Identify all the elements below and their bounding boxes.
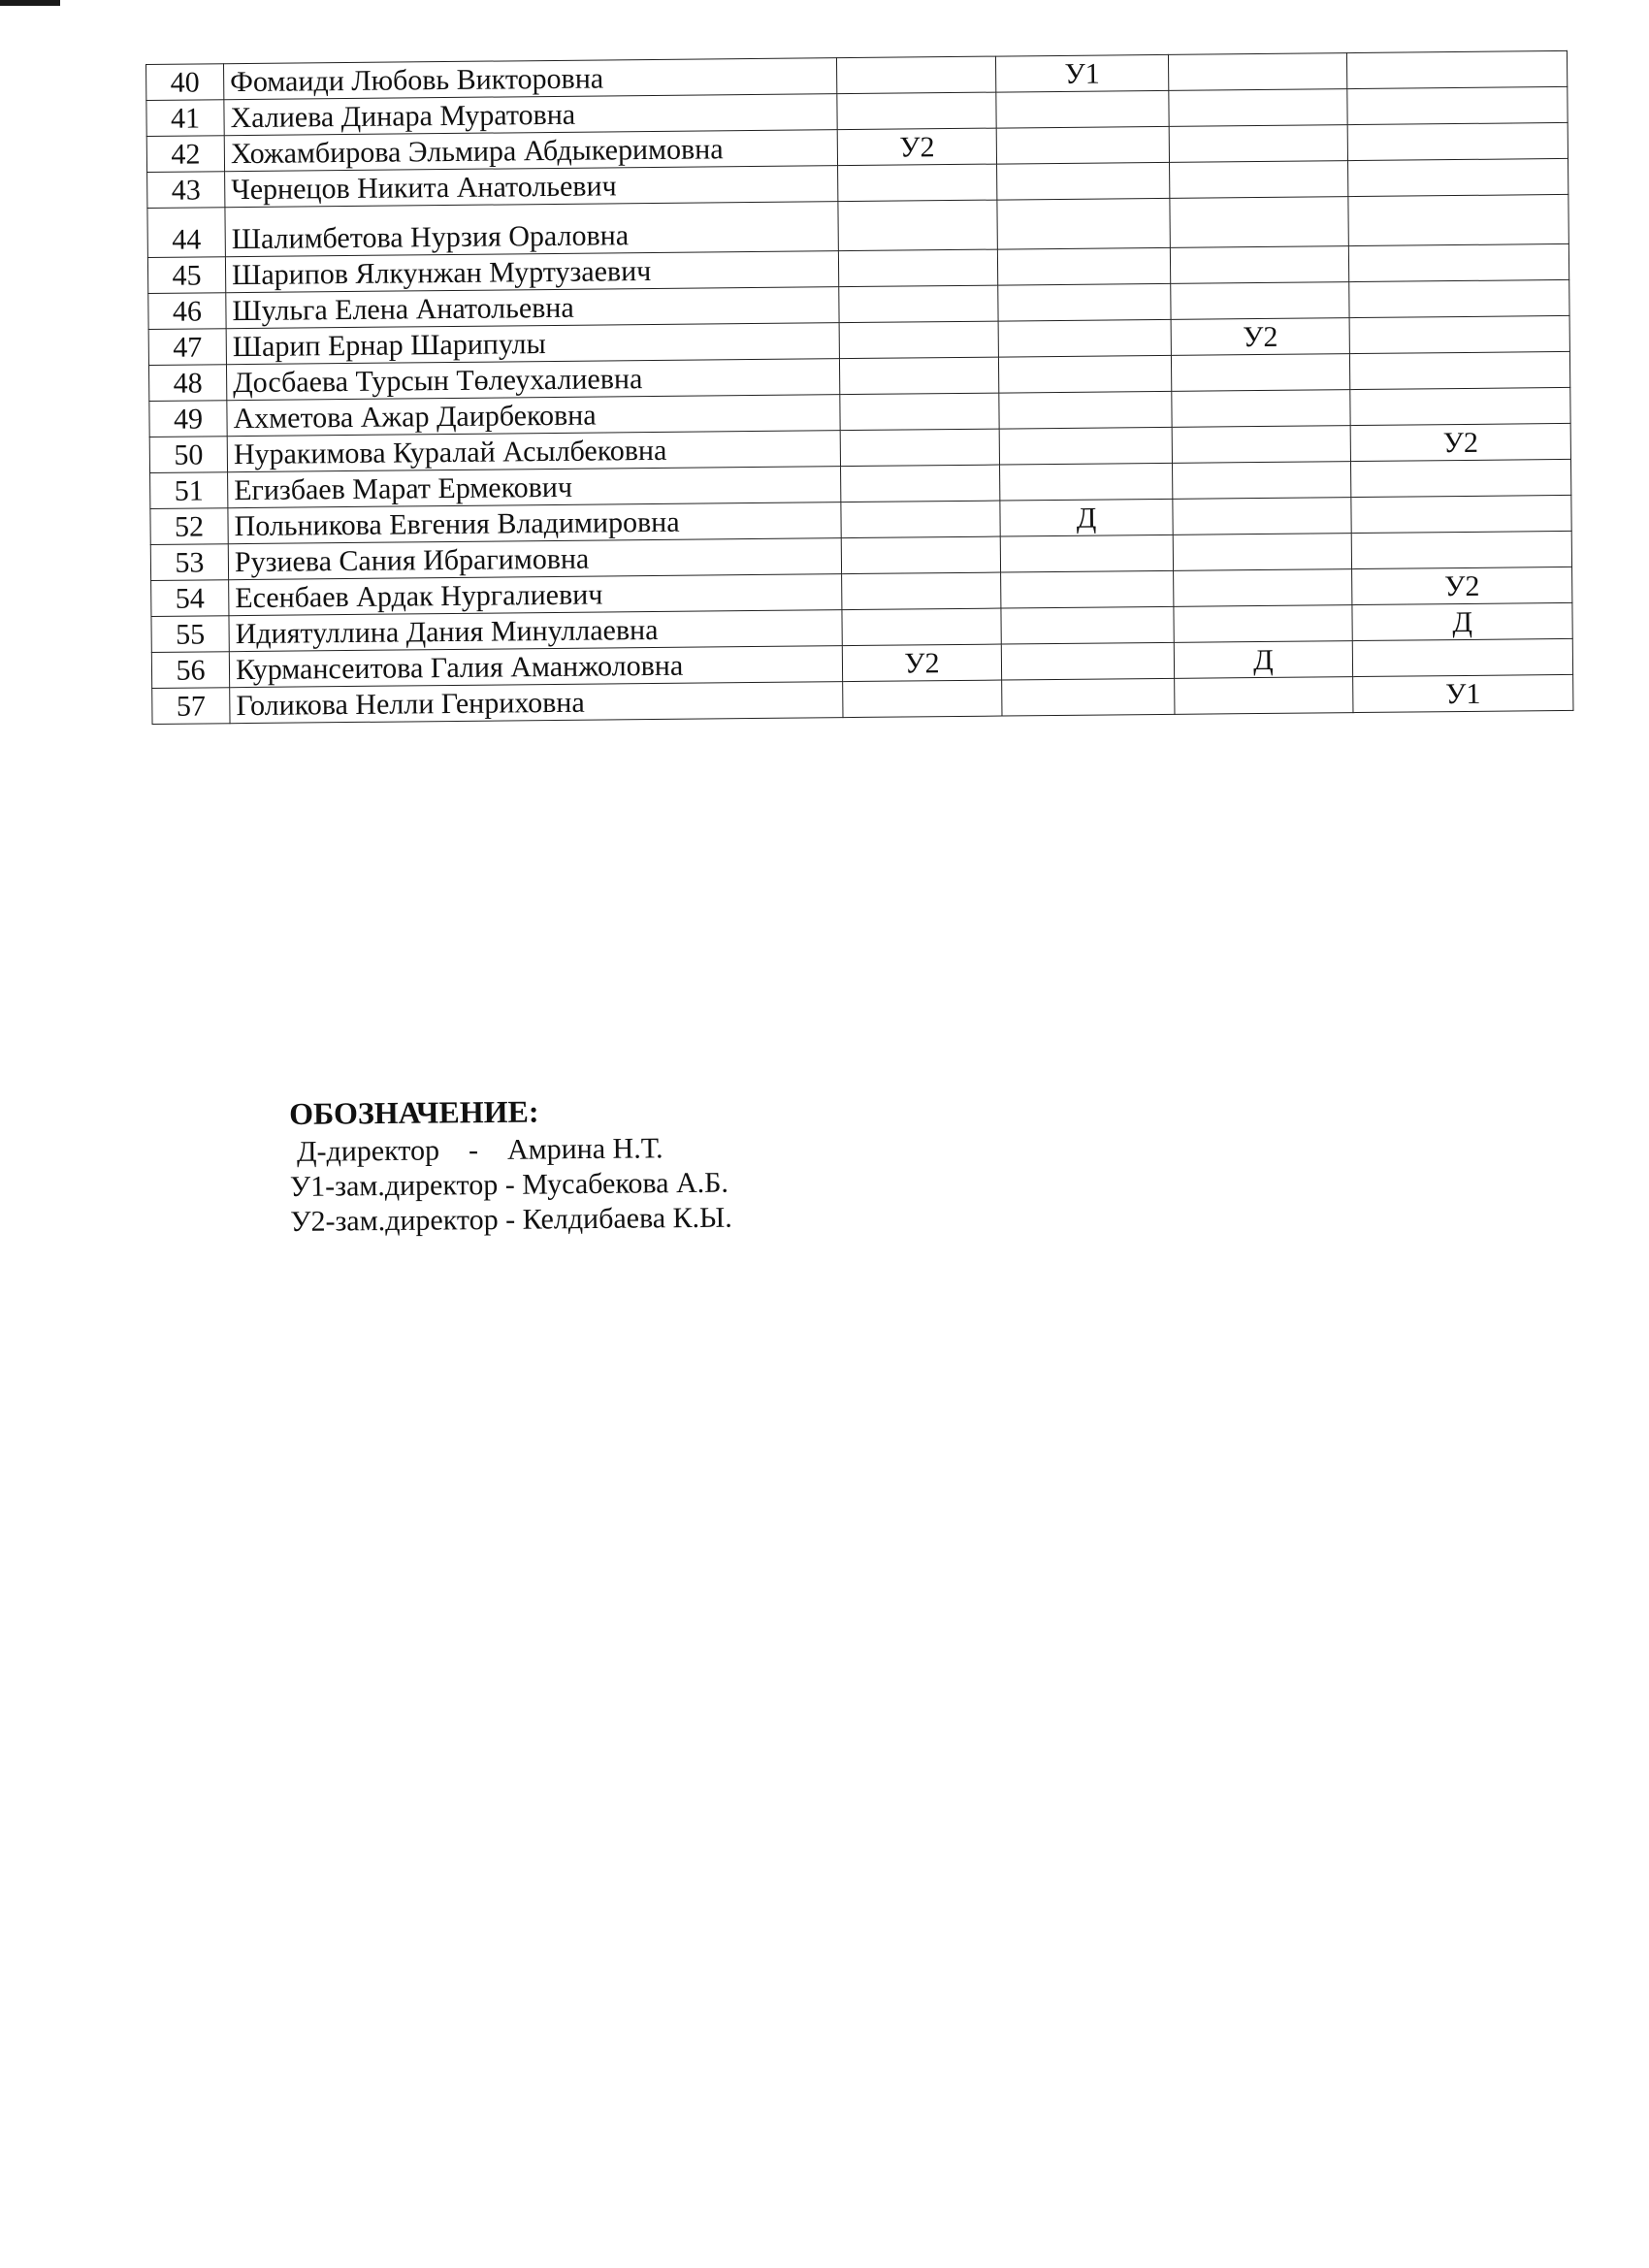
mark-cell-4 bbox=[1348, 158, 1568, 196]
mark-cell-1 bbox=[842, 572, 1001, 610]
mark-cell-2 bbox=[997, 162, 1170, 200]
mark-cell-4 bbox=[1346, 50, 1567, 88]
mark-cell-3 bbox=[1170, 246, 1348, 284]
employee-name: Халиева Динара Муратовна bbox=[224, 94, 837, 136]
mark-cell-4 bbox=[1347, 122, 1568, 160]
mark-cell-1 bbox=[838, 200, 997, 251]
mark-cell-1 bbox=[841, 465, 1000, 502]
mark-cell-1 bbox=[843, 680, 1002, 718]
mark-cell-3 bbox=[1172, 462, 1350, 500]
mark-cell-1 bbox=[837, 92, 996, 130]
employee-name: Идиятуллина Дания Минуллаевна bbox=[229, 610, 842, 652]
mark-cell-1 bbox=[839, 321, 998, 359]
mark-cell-2 bbox=[1001, 642, 1174, 680]
row-number: 56 bbox=[151, 652, 229, 689]
mark-cell-4: У1 bbox=[1353, 674, 1573, 712]
mark-cell-3: Д bbox=[1174, 641, 1352, 679]
mark-cell-2 bbox=[1002, 678, 1175, 716]
legend-line-director: Д-директор - Амрина Н.Т. bbox=[289, 1132, 663, 1168]
mark-cell-3 bbox=[1171, 354, 1349, 392]
mark-cell-3 bbox=[1173, 534, 1351, 571]
mark-cell-3 bbox=[1168, 53, 1346, 91]
row-number: 44 bbox=[147, 208, 225, 258]
mark-cell-3 bbox=[1172, 426, 1350, 464]
mark-cell-1 bbox=[840, 429, 999, 467]
row-number: 43 bbox=[147, 172, 225, 209]
mark-cell-1 bbox=[839, 357, 998, 395]
roster-sheet bbox=[146, 50, 1572, 725]
mark-cell-1 bbox=[842, 608, 1001, 646]
legend-title: ОБОЗНАЧЕНИЕ: bbox=[289, 1093, 539, 1131]
legend-block bbox=[289, 1092, 732, 1240]
mark-cell-4 bbox=[1350, 387, 1570, 425]
mark-cell-1 bbox=[840, 393, 999, 431]
mark-cell-2 bbox=[1000, 463, 1173, 501]
mark-cell-3 bbox=[1172, 390, 1350, 428]
row-number: 54 bbox=[151, 580, 229, 617]
employee-name: Рузиева Сания Ибрагимовна bbox=[228, 538, 841, 580]
employee-name: Шарип Ернар Шарипулы bbox=[226, 323, 839, 365]
scan-edge-mark bbox=[0, 0, 60, 6]
mark-cell-3 bbox=[1174, 605, 1352, 643]
employee-name: Есенбаев Ардак Нургалиевич bbox=[229, 574, 842, 616]
employee-name: Фомаиди Любовь Викторовна bbox=[224, 58, 837, 100]
row-number: 46 bbox=[148, 293, 226, 330]
row-number: 40 bbox=[146, 64, 224, 101]
mark-cell-4 bbox=[1352, 638, 1572, 676]
employee-name: Досбаева Турсын Төлеухалиевна bbox=[226, 359, 839, 401]
mark-cell-3 bbox=[1169, 125, 1347, 163]
mark-cell-3 bbox=[1170, 161, 1348, 199]
row-number: 42 bbox=[146, 136, 224, 173]
mark-cell-4 bbox=[1347, 86, 1568, 124]
row-number: 47 bbox=[148, 329, 226, 366]
mark-cell-3 bbox=[1174, 569, 1352, 607]
mark-cell-4 bbox=[1349, 315, 1569, 353]
mark-cell-2: Д bbox=[1000, 499, 1173, 536]
mark-cell-4 bbox=[1351, 495, 1571, 533]
mark-cell-1: У2 bbox=[842, 644, 1001, 682]
mark-cell-1 bbox=[841, 536, 1000, 574]
mark-cell-2 bbox=[996, 126, 1169, 164]
legend-line-deputy-2: У2-зам.директор - Келдибаева К.Ы. bbox=[290, 1201, 732, 1238]
row-number: 55 bbox=[151, 616, 229, 653]
mark-cell-1: У2 bbox=[837, 128, 996, 166]
legend-line-deputy-1: У1-зам.директор - Мусабекова А.Б. bbox=[289, 1166, 729, 1203]
employee-name: Шарипов Ялкунжан Муртузаевич bbox=[225, 251, 838, 293]
mark-cell-3 bbox=[1169, 89, 1347, 127]
row-number: 50 bbox=[149, 437, 227, 473]
mark-cell-2 bbox=[997, 247, 1170, 285]
row-number: 45 bbox=[147, 257, 225, 294]
mark-cell-4 bbox=[1348, 194, 1568, 245]
employee-name: Нуракимова Куралай Асылбековна bbox=[227, 431, 840, 472]
employee-name: Польникова Евгения Владимировна bbox=[228, 502, 841, 544]
row-number: 57 bbox=[152, 688, 230, 725]
mark-cell-3: У2 bbox=[1171, 318, 1349, 356]
row-number: 53 bbox=[150, 544, 228, 581]
mark-cell-4 bbox=[1348, 243, 1568, 281]
roster-table-body bbox=[146, 50, 1573, 724]
row-number: 51 bbox=[150, 472, 228, 509]
employee-name: Шульга Елена Анатольевна bbox=[226, 287, 839, 329]
mark-cell-2 bbox=[1000, 535, 1173, 572]
mark-cell-2: У1 bbox=[995, 54, 1168, 92]
mark-cell-4 bbox=[1349, 279, 1569, 317]
employee-name: Ахметова Ажар Даирбековна bbox=[227, 395, 840, 437]
row-number: 49 bbox=[149, 401, 227, 437]
mark-cell-1 bbox=[836, 56, 995, 94]
employee-name: Шалимбетова Нурзия Ораловна bbox=[225, 202, 838, 257]
mark-cell-1 bbox=[838, 249, 997, 287]
mark-cell-1 bbox=[838, 164, 997, 202]
mark-cell-4 bbox=[1350, 459, 1570, 497]
mark-cell-2 bbox=[1001, 606, 1174, 644]
mark-cell-2 bbox=[999, 391, 1172, 429]
employee-name: Голикова Нелли Генриховна bbox=[230, 682, 843, 724]
employee-name: Чернецов Никита Анатольевич bbox=[225, 166, 838, 208]
employee-name: Курмансеитова Галия Аманжоловна bbox=[229, 646, 842, 688]
mark-cell-3 bbox=[1173, 498, 1351, 535]
row-number: 52 bbox=[150, 508, 228, 545]
mark-cell-3 bbox=[1175, 677, 1353, 715]
mark-cell-2 bbox=[996, 90, 1169, 128]
employee-name: Хожамбирова Эльмира Абдыкеримовна bbox=[224, 130, 837, 172]
mark-cell-4: У2 bbox=[1352, 567, 1572, 604]
row-number: 41 bbox=[146, 100, 224, 137]
mark-cell-2 bbox=[1001, 570, 1174, 608]
mark-cell-2 bbox=[999, 427, 1172, 465]
mark-cell-4 bbox=[1349, 351, 1569, 389]
mark-cell-2 bbox=[998, 319, 1171, 357]
mark-cell-1 bbox=[839, 285, 998, 323]
employee-name: Егизбаев Марат Ермекович bbox=[228, 467, 841, 508]
mark-cell-3 bbox=[1171, 282, 1349, 320]
mark-cell-4: Д bbox=[1352, 602, 1572, 640]
mark-cell-3 bbox=[1170, 197, 1348, 248]
roster-table bbox=[146, 50, 1573, 725]
mark-cell-2 bbox=[997, 198, 1170, 249]
mark-cell-4: У2 bbox=[1350, 423, 1570, 461]
row-number: 48 bbox=[148, 365, 226, 402]
mark-cell-2 bbox=[998, 355, 1171, 393]
mark-cell-2 bbox=[998, 283, 1171, 321]
mark-cell-4 bbox=[1351, 531, 1571, 568]
mark-cell-1 bbox=[841, 501, 1000, 538]
